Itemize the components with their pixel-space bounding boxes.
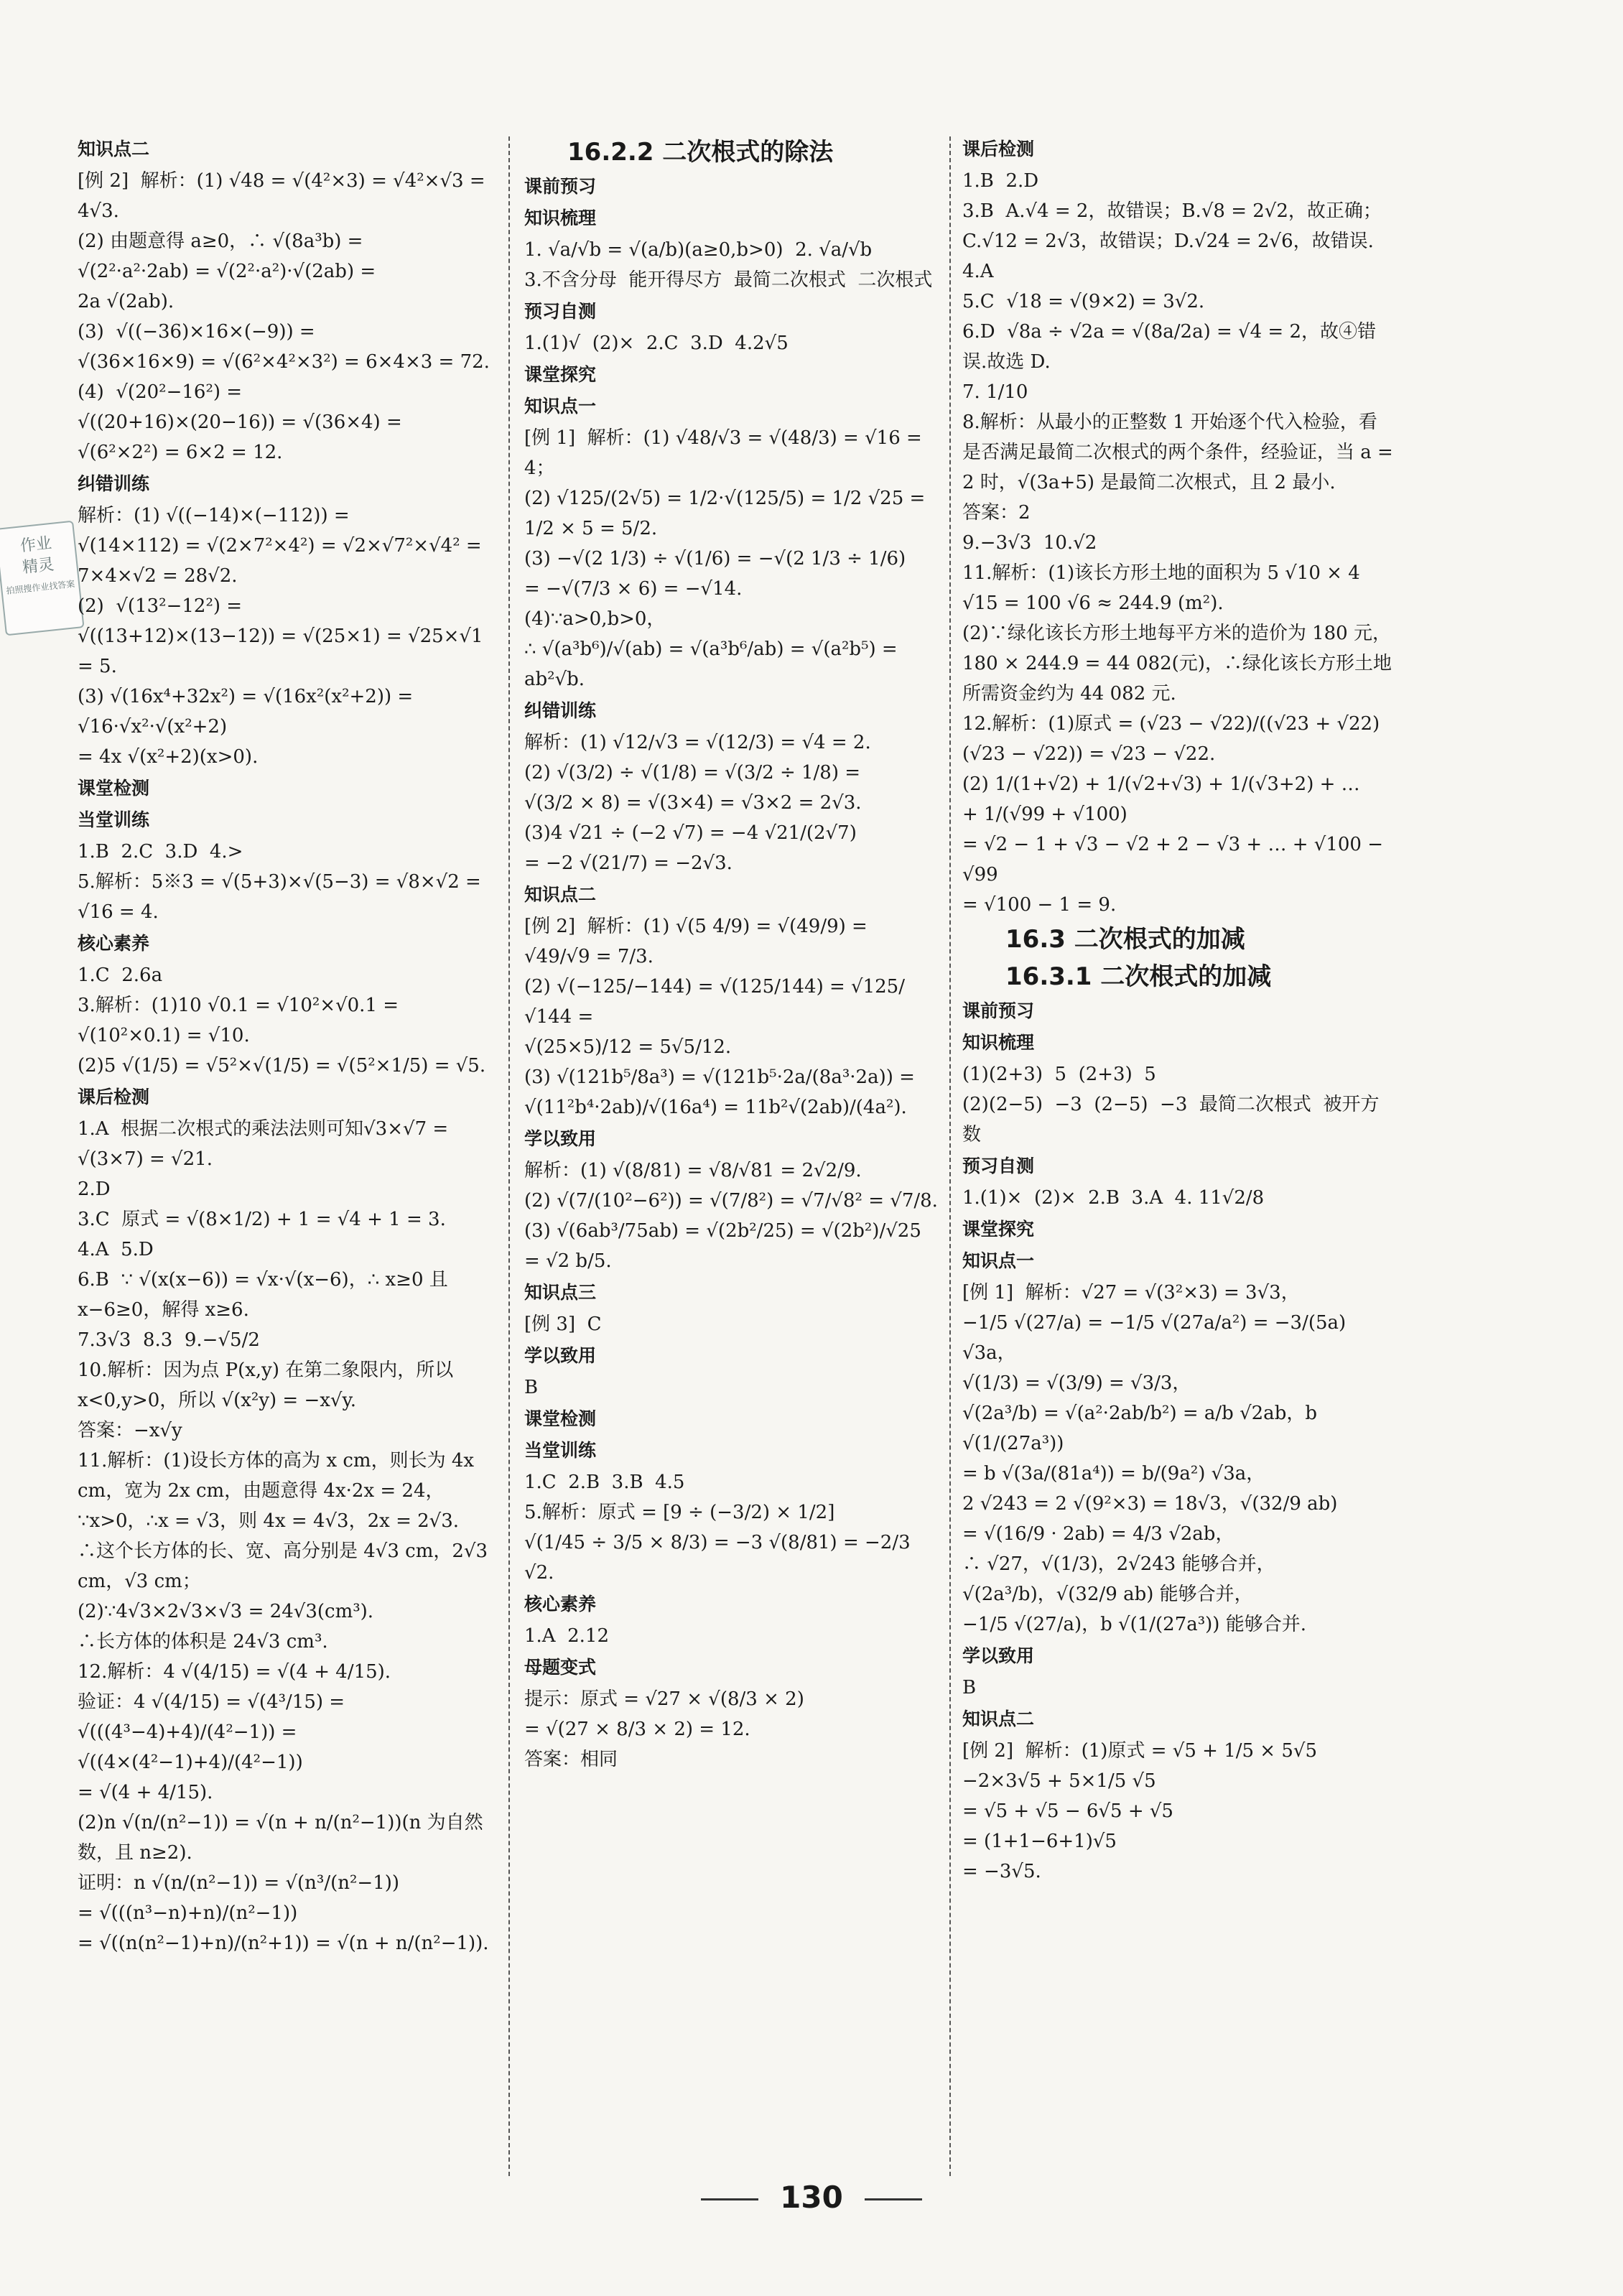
answer-line: 2.D (78, 1179, 111, 1200)
answer-line: (2) √125/(2√5) = 1/2·√(125/5) = 1/2 √25 = 1/2 × 5 = 5/2. (524, 488, 931, 539)
section-heading: 课后检测 (962, 139, 1035, 159)
section-heading: 预习自测 (524, 301, 597, 322)
chapter-title: 16.2.2 二次根式的除法 (567, 138, 834, 167)
answer-line: = √(((n³−n)+n)/(n²−1)) (78, 1902, 298, 1924)
answer-line: 1.C 2.6a (78, 965, 163, 986)
answer-line: (2) √(3/2) ÷ √(1/8) = √(3/2 ÷ 1/8) = (524, 762, 861, 784)
answer-line: 提示：原式 = √27 × √(8/3 × 2) (524, 1688, 804, 1710)
answer-line: ∴长方体的体积是 24√3 cm³. (78, 1631, 328, 1653)
answer-line: B (524, 1377, 539, 1398)
answer-line: (2) 由题意得 a≥0，∴ √(8a³b) = (78, 231, 363, 252)
answer-line: √(11²b⁴·2ab)/√(16a⁴) = 11b²√(2ab)/(4a²). (524, 1097, 907, 1118)
answer-line: (4) √(20²−16²) = (78, 381, 243, 403)
answer-line: = √(16/9 · 2ab) = 4/3 √2ab， (962, 1523, 1234, 1545)
answer-line: ∴ √(a³b⁶)/√(ab) = √(a³b⁶/ab) = √(a²b⁵) = ab²√b. (524, 638, 903, 690)
section-heading: 学以致用 (524, 1345, 597, 1366)
answer-line: = −2 √(21/7) = −2√3. (524, 852, 733, 874)
answer-line: √(6²×2²) = 6×2 = 12. (78, 442, 283, 463)
section-heading: 预习自测 (962, 1156, 1035, 1176)
answer-line: (3)4 √21 ÷ (−2 √7) = −4 √21/(2√7) (524, 822, 857, 844)
answer-line: √((20+16)×(20−16)) = √(36×4) = (78, 412, 402, 433)
answer-line: 6.D √8a ÷ √2a = √(8a/2a) = √4 = 2，故④错误.故选 D. (962, 321, 1377, 373)
answer-line: (2)5 √(1/5) = √5²×√(1/5) = √(5²×1/5) = √5. (78, 1055, 486, 1077)
answer-line: −1/5 √(27/a) = −1/5 √(27a/a²) = −3/(5a) √3a， (962, 1312, 1352, 1364)
answer-line: = −√(7/3 × 6) = −√14. (524, 578, 743, 600)
answer-line: √(25×5)/12 = 5√5/12. (524, 1036, 732, 1058)
answer-line: [例 2] 解析：(1) √(5 4/9) = √(49/9) = (524, 916, 868, 937)
stamp-line-1: 作业 (19, 534, 53, 556)
answer-line: 答案：−x√y (78, 1420, 182, 1441)
section-heading: 课后检测 (78, 1087, 150, 1107)
answer-line: 答案：相同 (524, 1749, 618, 1770)
answer-line: 3.解析：(1)10 √0.1 = √10²×√0.1 = √(10²×0.1) = √10. (78, 995, 405, 1046)
section-heading: 当堂训练 (78, 809, 150, 830)
answer-line: [例 1] 解析：√27 = √(3²×3) = 3√3， (962, 1282, 1300, 1303)
answer-line: (3) √(121b⁵/8a³) = √(121b⁵·2a/(8a³·2a)) = (524, 1066, 915, 1088)
stamp-line-3: 拍照搜作业找答案 (5, 578, 75, 596)
answer-line: = √2 − 1 + √3 − √2 + 2 − √3 + … + √100 − √99 (962, 834, 1390, 886)
page-number: 130 (780, 2180, 843, 2215)
answer-line: (3) √(16x⁴+32x²) = √(16x²(x²+2)) = (78, 686, 414, 707)
answer-line: 验证：4 √(4/15) = √(4³/15) = (78, 1691, 345, 1713)
answer-line: 10.解析：因为点 P(x,y) 在第二象限内，所以 x<0,y>0，所以 √(x²y) = −x√y. (78, 1360, 460, 1411)
answer-line: = √(4 + 4/15). (78, 1782, 213, 1803)
section-heading: 核心素养 (524, 1594, 597, 1614)
section-heading: 纠错训练 (524, 700, 597, 721)
answer-line: √(3/2 × 8) = √(3×4) = √3×2 = 2√3. (524, 792, 862, 814)
answer-line: (2)∵4√3×2√3×√3 = 24√3(cm³). (78, 1601, 374, 1622)
column-divider (949, 136, 951, 2176)
answer-line: 2 √243 = 2 √(9²×3) = 18√3，√(32/9 ab) (962, 1493, 1338, 1515)
answer-line: 1.A 根据二次根式的乘法法则可知√3×√7 = √(3×7) = √21. (78, 1118, 455, 1170)
answer-line: 5.C √18 = √(9×2) = 3√2. (962, 291, 1205, 312)
answer-line: (3) √(6ab³/75ab) = √(2b²/25) = √(2b²)/√25 = √2 b/5. (524, 1220, 928, 1272)
answer-line: 5.解析：5※3 = √(5+3)×√(5−3) = √8×√2 = √16 = 4. (78, 871, 488, 923)
section-heading: 母题变式 (524, 1657, 597, 1678)
answer-line: √(1/45 ÷ 3/5 × 8/3) = −3 √(8/81) = −2/3 √2. (524, 1532, 916, 1584)
answer-line: ∵x>0，∴x = √3，则 4x = 4√3，2x = 2√3. (78, 1510, 460, 1532)
answer-line: 解析：(1) √12/√3 = √(12/3) = √4 = 2. (524, 732, 871, 753)
answer-line: = 4x √(x²+2)(x>0). (78, 746, 259, 768)
answer-line: (2) √(7/(10²−6²)) = √(7/8²) = √7/√8² = √7/8. (524, 1190, 938, 1212)
answer-line: B (962, 1677, 977, 1698)
column-right (962, 133, 1400, 2165)
answer-line: √(((4³−4)+4)/(4²−1)) = √((4×(4²−1)+4)/(4²−1)) (78, 1721, 303, 1773)
answer-line: √((13+12)×(13−12)) = √(25×1) = √25×√1 = 5. (78, 626, 489, 677)
answer-line: 6.B ∵ √(x(x−6)) = √x·√(x−6)，∴ x≥0 且 x−6≥0，解得 x≥6. (78, 1269, 455, 1321)
answer-line: [例 1] 解析：(1) √48/√3 = √(48/3) = √16 = 4； (524, 427, 929, 479)
answer-line: + 1/(√99 + √100) (962, 804, 1127, 825)
answer-line: 9.−3√3 10.√2 (962, 532, 1097, 554)
answer-line: 7. 1/10 (962, 381, 1028, 403)
section-heading: 知识梳理 (524, 208, 597, 228)
chapter-title: 16.3 二次根式的加减 (1005, 925, 1245, 954)
answer-line: √49/√9 = 7/3. (524, 946, 654, 967)
page-footer (0, 2180, 1623, 2215)
answer-line: 11.解析：(1)设长方体的高为 x cm，则长为 4x cm，宽为 2x cm，由题意得 4x·2x = 24， (78, 1450, 480, 1502)
chapter-title: 16.3.1 二次根式的加减 (1005, 962, 1272, 991)
answer-line: = √(27 × 8/3 × 2) = 12. (524, 1719, 750, 1740)
watermark-stamp (0, 521, 85, 636)
answer-line: 1.A 2.12 (524, 1625, 610, 1647)
answer-line: (2) √(−125/−144) = √(125/144) = √125/√144 = (524, 976, 905, 1028)
section-heading: 当堂训练 (524, 1440, 597, 1461)
answer-line: 1.(1)√ (2)× 2.C 3.D 4.2√5 (524, 333, 789, 354)
answer-line: 2a √(2ab). (78, 291, 175, 312)
answer-line: √(2²·a²·2ab) = √(2²·a²)·√(2ab) = (78, 261, 376, 282)
answer-line: 1.(1)× (2)× 2.B 3.A 4. 11√2/8 (962, 1187, 1265, 1209)
answer-line: 4.A 5.D (78, 1239, 154, 1260)
section-heading: 知识点一 (962, 1250, 1035, 1271)
answer-line: 1.B 2.D (962, 170, 1039, 192)
answer-line: (2)(2−5) −3 (2−5) −3 最简二次根式 被开方数 (962, 1094, 1380, 1145)
answer-line: 12.解析：(1)原式 = (√23 − √22)/((√23 + √22)(√23 − √22)) = √23 − √22. (962, 713, 1380, 765)
answer-line: = √5 + √5 − 6√5 + √5 (962, 1800, 1173, 1822)
answer-line: √(36×16×9) = √(6²×4²×3²) = 6×4×3 = 72. (78, 351, 490, 373)
column-left (78, 133, 501, 2165)
answer-line: 3.不含分母 能开得尽方 最简二次根式 二次根式 (524, 269, 933, 291)
answer-line: −1/5 √(27/a)，b √(1/(27a³)) 能够合并. (962, 1614, 1306, 1635)
stamp-line-2: 精灵 (22, 555, 55, 577)
answer-line: [例 2] 解析：(1) √48 = √(4²×3) = √4²×√3 = 4√3. (78, 170, 491, 222)
answer-line: √16·√x²·√(x²+2) (78, 716, 228, 738)
section-heading: 知识点三 (524, 1282, 597, 1303)
answer-line: 12.解析：4 √(4/15) = √(4 + 4/15). (78, 1661, 391, 1683)
answer-line: 1.C 2.B 3.B 4.5 (524, 1472, 685, 1493)
answer-line: ∴ √27，√(1/3)，2√243 能够合并， (962, 1553, 1275, 1575)
answer-line: −2×3√5 + 5×1/5 √5 (962, 1770, 1156, 1792)
section-heading: 知识点一 (524, 396, 597, 417)
answer-line: 5.解析：原式 = [9 ÷ (−3/2) × 1/2] (524, 1502, 835, 1523)
section-heading: 课前预习 (962, 1000, 1035, 1021)
section-heading: 纠错训练 (78, 473, 150, 494)
answer-line: = √((n(n²−1)+n)/(n²+1)) = √(n + n/(n²−1)). (78, 1933, 489, 1954)
answer-line: 3.C 原式 = √(8×1/2) + 1 = √4 + 1 = 3. (78, 1209, 446, 1230)
section-heading: 学以致用 (524, 1128, 597, 1149)
answer-line: 7.3√3 8.3 9.−√5/2 (78, 1329, 260, 1351)
column-middle (524, 133, 941, 2165)
answer-line: √(2a³/b) = √(a²·2ab/b²) = a/b √2ab，b √(1/(27a³)) (962, 1403, 1324, 1454)
answer-line: (3) −√(2 1/3) ÷ √(1/6) = −√(2 1/3 ÷ 1/6) (524, 548, 906, 570)
answer-line: [例 3] C (524, 1314, 602, 1335)
section-heading: 核心素养 (78, 933, 150, 954)
section-heading: 学以致用 (962, 1645, 1035, 1666)
section-heading: 知识点二 (78, 139, 150, 159)
answer-line: 证明：n √(n/(n²−1)) = √(n³/(n²−1)) (78, 1872, 400, 1894)
answer-line: = (1+1−6+1)√5 (962, 1831, 1117, 1852)
answer-line: (4)∵a>0,b>0， (524, 608, 666, 630)
answer-line: (1)(2+3) 5 (2+3) 5 (962, 1064, 1156, 1085)
answer-line: (2)n √(n/(n²−1)) = √(n + n/(n²−1))(n 为自然数，且 n≥2). (78, 1812, 483, 1864)
section-heading: 课堂检测 (78, 778, 150, 799)
section-heading: 课堂探究 (962, 1219, 1035, 1240)
answer-line: = b √(3a/(81a⁴)) = b/(9a²) √3a， (962, 1463, 1265, 1484)
answer-line: 1. √a/√b = √(a/b)(a≥0,b>0) 2. √a/√b (524, 239, 873, 261)
answer-line: (2)∵绿化该长方形土地每平方米的造价为 180 元，180 × 244.9 = 44 082(元)，∴绿化该长方形土地所需资金约为 44 082 元. (962, 623, 1392, 705)
section-heading: 知识点二 (962, 1709, 1035, 1729)
answer-line: (2) √(13²−12²) = (78, 595, 243, 617)
answer-line: √(14×112) = √(2×7²×4²) = √2×√7²×√4² = 7×4×√2 = 28√2. (78, 535, 488, 587)
answer-line: 4.A (962, 261, 994, 282)
answer-line: (3) √((−36)×16×(−9)) = (78, 321, 315, 343)
answer-line: (2) 1/(1+√2) + 1/(√2+√3) + 1/(√3+2) + … (962, 773, 1360, 795)
column-divider (508, 136, 510, 2176)
answer-line: 8.解析：从最小的正整数 1 开始逐个代入检验，看是否满足最简二次根式的两个条件，经验证，当 a = 2 时，√(3a+5) 是最简二次根式，且 2 最小. (962, 412, 1400, 493)
answer-line: 解析：(1) √((−14)×(−112)) = (78, 505, 350, 526)
section-heading: 知识梳理 (962, 1032, 1035, 1053)
answer-line: 1.B 2.C 3.D 4.> (78, 841, 243, 863)
answer-line: [例 2] 解析：(1)原式 = √5 + 1/5 × 5√5 (962, 1740, 1318, 1762)
answer-line: = −3√5. (962, 1861, 1041, 1882)
answer-line: 解析：(1) √(8/81) = √8/√81 = 2√2/9. (524, 1160, 862, 1181)
answer-line: √(2a³/b)，√(32/9 ab) 能够合并， (962, 1584, 1253, 1605)
answer-line: √(1/3) = √(3/9) = √3/3， (962, 1372, 1191, 1394)
section-heading: 知识点二 (524, 884, 597, 905)
answer-line: 3.B A.√4 = 2，故错误；B.√8 = 2√2，故正确；C.√12 = 2√3，故错误；D.√24 = 2√6，故错误. (962, 200, 1382, 252)
answer-line: 11.解析：(1)该长方形土地的面积为 5 √10 × 4 √15 = 100 √6 ≈ 244.9 (m²). (962, 562, 1367, 614)
section-heading: 课堂探究 (524, 364, 597, 385)
answer-line: = √100 − 1 = 9. (962, 894, 1117, 916)
answer-line: ∴这个长方体的长、宽、高分别是 4√3 cm，2√3 cm，√3 cm； (78, 1540, 494, 1592)
section-heading: 课堂检测 (524, 1408, 597, 1429)
section-heading: 课前预习 (524, 176, 597, 197)
answer-line: 答案：2 (962, 502, 1031, 524)
